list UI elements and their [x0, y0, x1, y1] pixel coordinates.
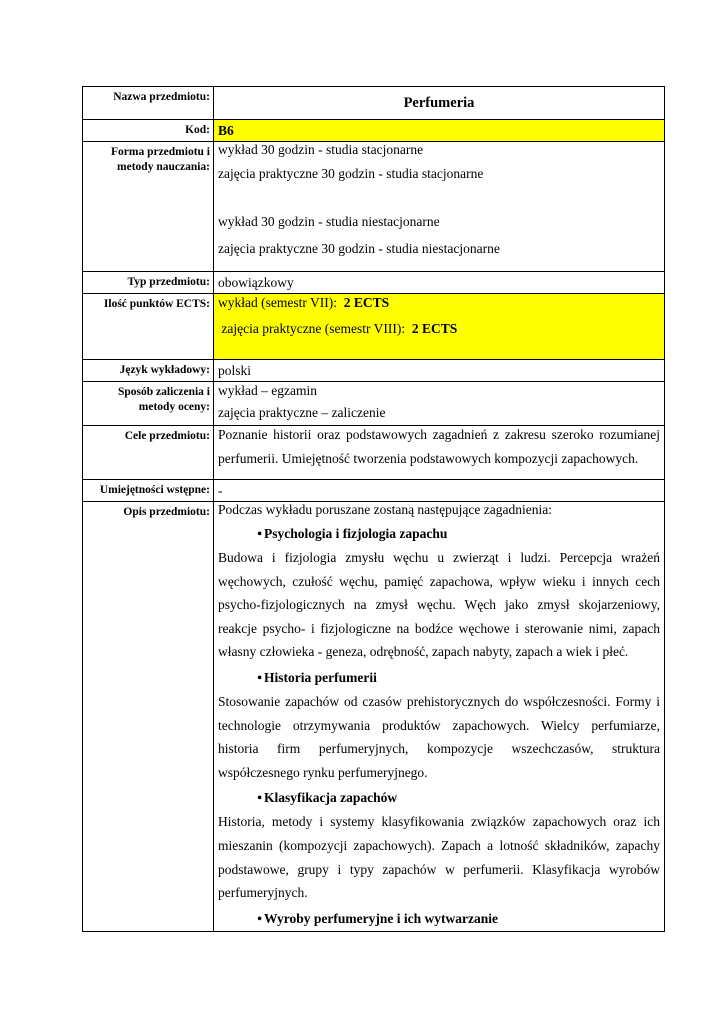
opis-section-1-text: Budowa i fizjologia zmysłu węchu u zwierząt i ludzi. Percepcja wrażeń węchowych, czułość węchu, pamięć zapachowa, wpływ wieku i innych cech psycho-fizjologicznych na zmysł węchu. Węch jako zmysł skojarzeniowy, reakcje psycho- i fizjologiczne na bodźce węchowe i sterowanie nimi, zapach własny człowieka - geneza, odrębność, zapach nabyty, zapach a wiek i płeć. [218, 550, 660, 660]
opis-section-4-heading [218, 907, 660, 931]
ects-line-2-points: 2 ECTS [411, 321, 458, 336]
row-cele [83, 426, 665, 480]
label-forma [83, 142, 214, 272]
value-opis [214, 502, 665, 932]
opis-section-3-heading [218, 786, 660, 810]
row-typ [83, 272, 665, 294]
sposob-line-1: wykład – egzamin [218, 383, 317, 398]
label-forma-line2: metody nauczania: [117, 161, 210, 173]
label-cele: Cele przedmiotu: [83, 426, 214, 480]
row-jezyk [83, 360, 665, 382]
sposob-line-2: zajęcia praktyczne – zaliczenie [218, 405, 386, 420]
label-nazwa: Nazwa przedmiotu: [83, 87, 214, 120]
ects-line-1 [218, 294, 660, 312]
row-forma [83, 142, 665, 272]
value-ects [214, 294, 665, 360]
row-nazwa [83, 87, 665, 120]
bullet-icon: • [257, 669, 262, 685]
ects-line-2-text: zajęcia praktyczne (semestr VIII): [218, 321, 412, 336]
opis-section-3-text: Historia, metody i systemy klasyfikowania związków zapachowych oraz ich mieszanin (kompozycji zapachowych). Zapach a lotność składników, zapachy podstawowe, grupy i typy zapachów w perfumerii. Klasyfikacja wyrobów perfumeryjnych. [218, 814, 660, 901]
row-kod [83, 120, 665, 142]
opis-section-2-title: Historia perfumerii [264, 669, 377, 685]
row-ects [83, 294, 665, 360]
label-umiejetnosci: Umiejętności wstępne: [83, 480, 214, 502]
label-sposob-line1: Sposób zaliczenia i [117, 386, 210, 398]
label-forma-line1: Forma przedmiotu i [110, 146, 210, 158]
opis-section-4-title: Wyroby perfumeryjne i ich wytwarzanie [264, 910, 498, 926]
value-jezyk: polski [214, 360, 665, 382]
opis-section-2-text: Stosowanie zapachów od czasów prehistorycznych do współczesności. Formy i technologie otrzymywania produktów zapachowych. Wielcy perfumiarze, historia firm perfumeryjnych, kompozycje wszechczasów, struktura współczesnego rynku perfumeryjnego. [218, 693, 660, 780]
row-umiejetnosci [83, 480, 665, 502]
value-typ: obowiązkowy [214, 272, 665, 294]
course-title: Perfumeria [403, 94, 475, 111]
row-sposob [83, 382, 665, 426]
label-opis: Opis przedmiotu: [83, 502, 214, 932]
opis-section-1-title: Psychologia i fizjologia zapachu [264, 526, 448, 541]
label-ects: Ilość punktów ECTS: [83, 294, 214, 360]
label-kod: Kod: [83, 120, 214, 142]
value-cele [214, 426, 665, 480]
course-table [82, 86, 665, 932]
ects-line-2 [218, 320, 660, 338]
value-forma [214, 142, 665, 272]
forma-line-2: zajęcia praktyczne 30 godzin - studia stacjonarne [218, 166, 484, 181]
bullet-icon: • [257, 910, 262, 926]
value-kod [214, 120, 665, 142]
cele-text: Poznanie historii oraz podstawowych zagadnień z zakresu szeroko rozumianej perfumerii. Umiejętność tworzenia podstawowych kompozycji zapachowych. [218, 427, 660, 466]
ects-line-1-text: wykład (semestr VII): [218, 295, 344, 310]
opis-section-2-heading [218, 666, 660, 690]
forma-line-1: wykład 30 godzin - studia stacjonarne [218, 142, 424, 157]
opis-section-3-title: Klasyfikacja zapachów [264, 790, 398, 806]
forma-line-4: zajęcia praktyczne 30 godzin - studia niestacjonarne [218, 241, 500, 256]
label-sposob-line2: metody oceny: [138, 401, 210, 413]
forma-line-3: wykład 30 godzin - studia niestacjonarne [218, 214, 440, 229]
value-umiejetnosci: - [214, 480, 665, 502]
opis-section-1-heading [218, 522, 660, 546]
opis-intro: Podczas wykładu poruszane zostaną następujące zagadnienia: [218, 502, 552, 517]
value-nazwa [214, 87, 665, 120]
label-sposob [83, 382, 214, 426]
label-jezyk: Język wykładowy: [83, 360, 214, 382]
row-opis [83, 502, 665, 932]
ects-line-1-points: 2 ECTS [343, 295, 390, 310]
bullet-icon: • [257, 790, 262, 806]
value-sposob [214, 382, 665, 426]
label-typ: Typ przedmiotu: [83, 272, 214, 294]
course-code: B6 [218, 122, 234, 138]
bullet-icon: • [257, 526, 262, 541]
